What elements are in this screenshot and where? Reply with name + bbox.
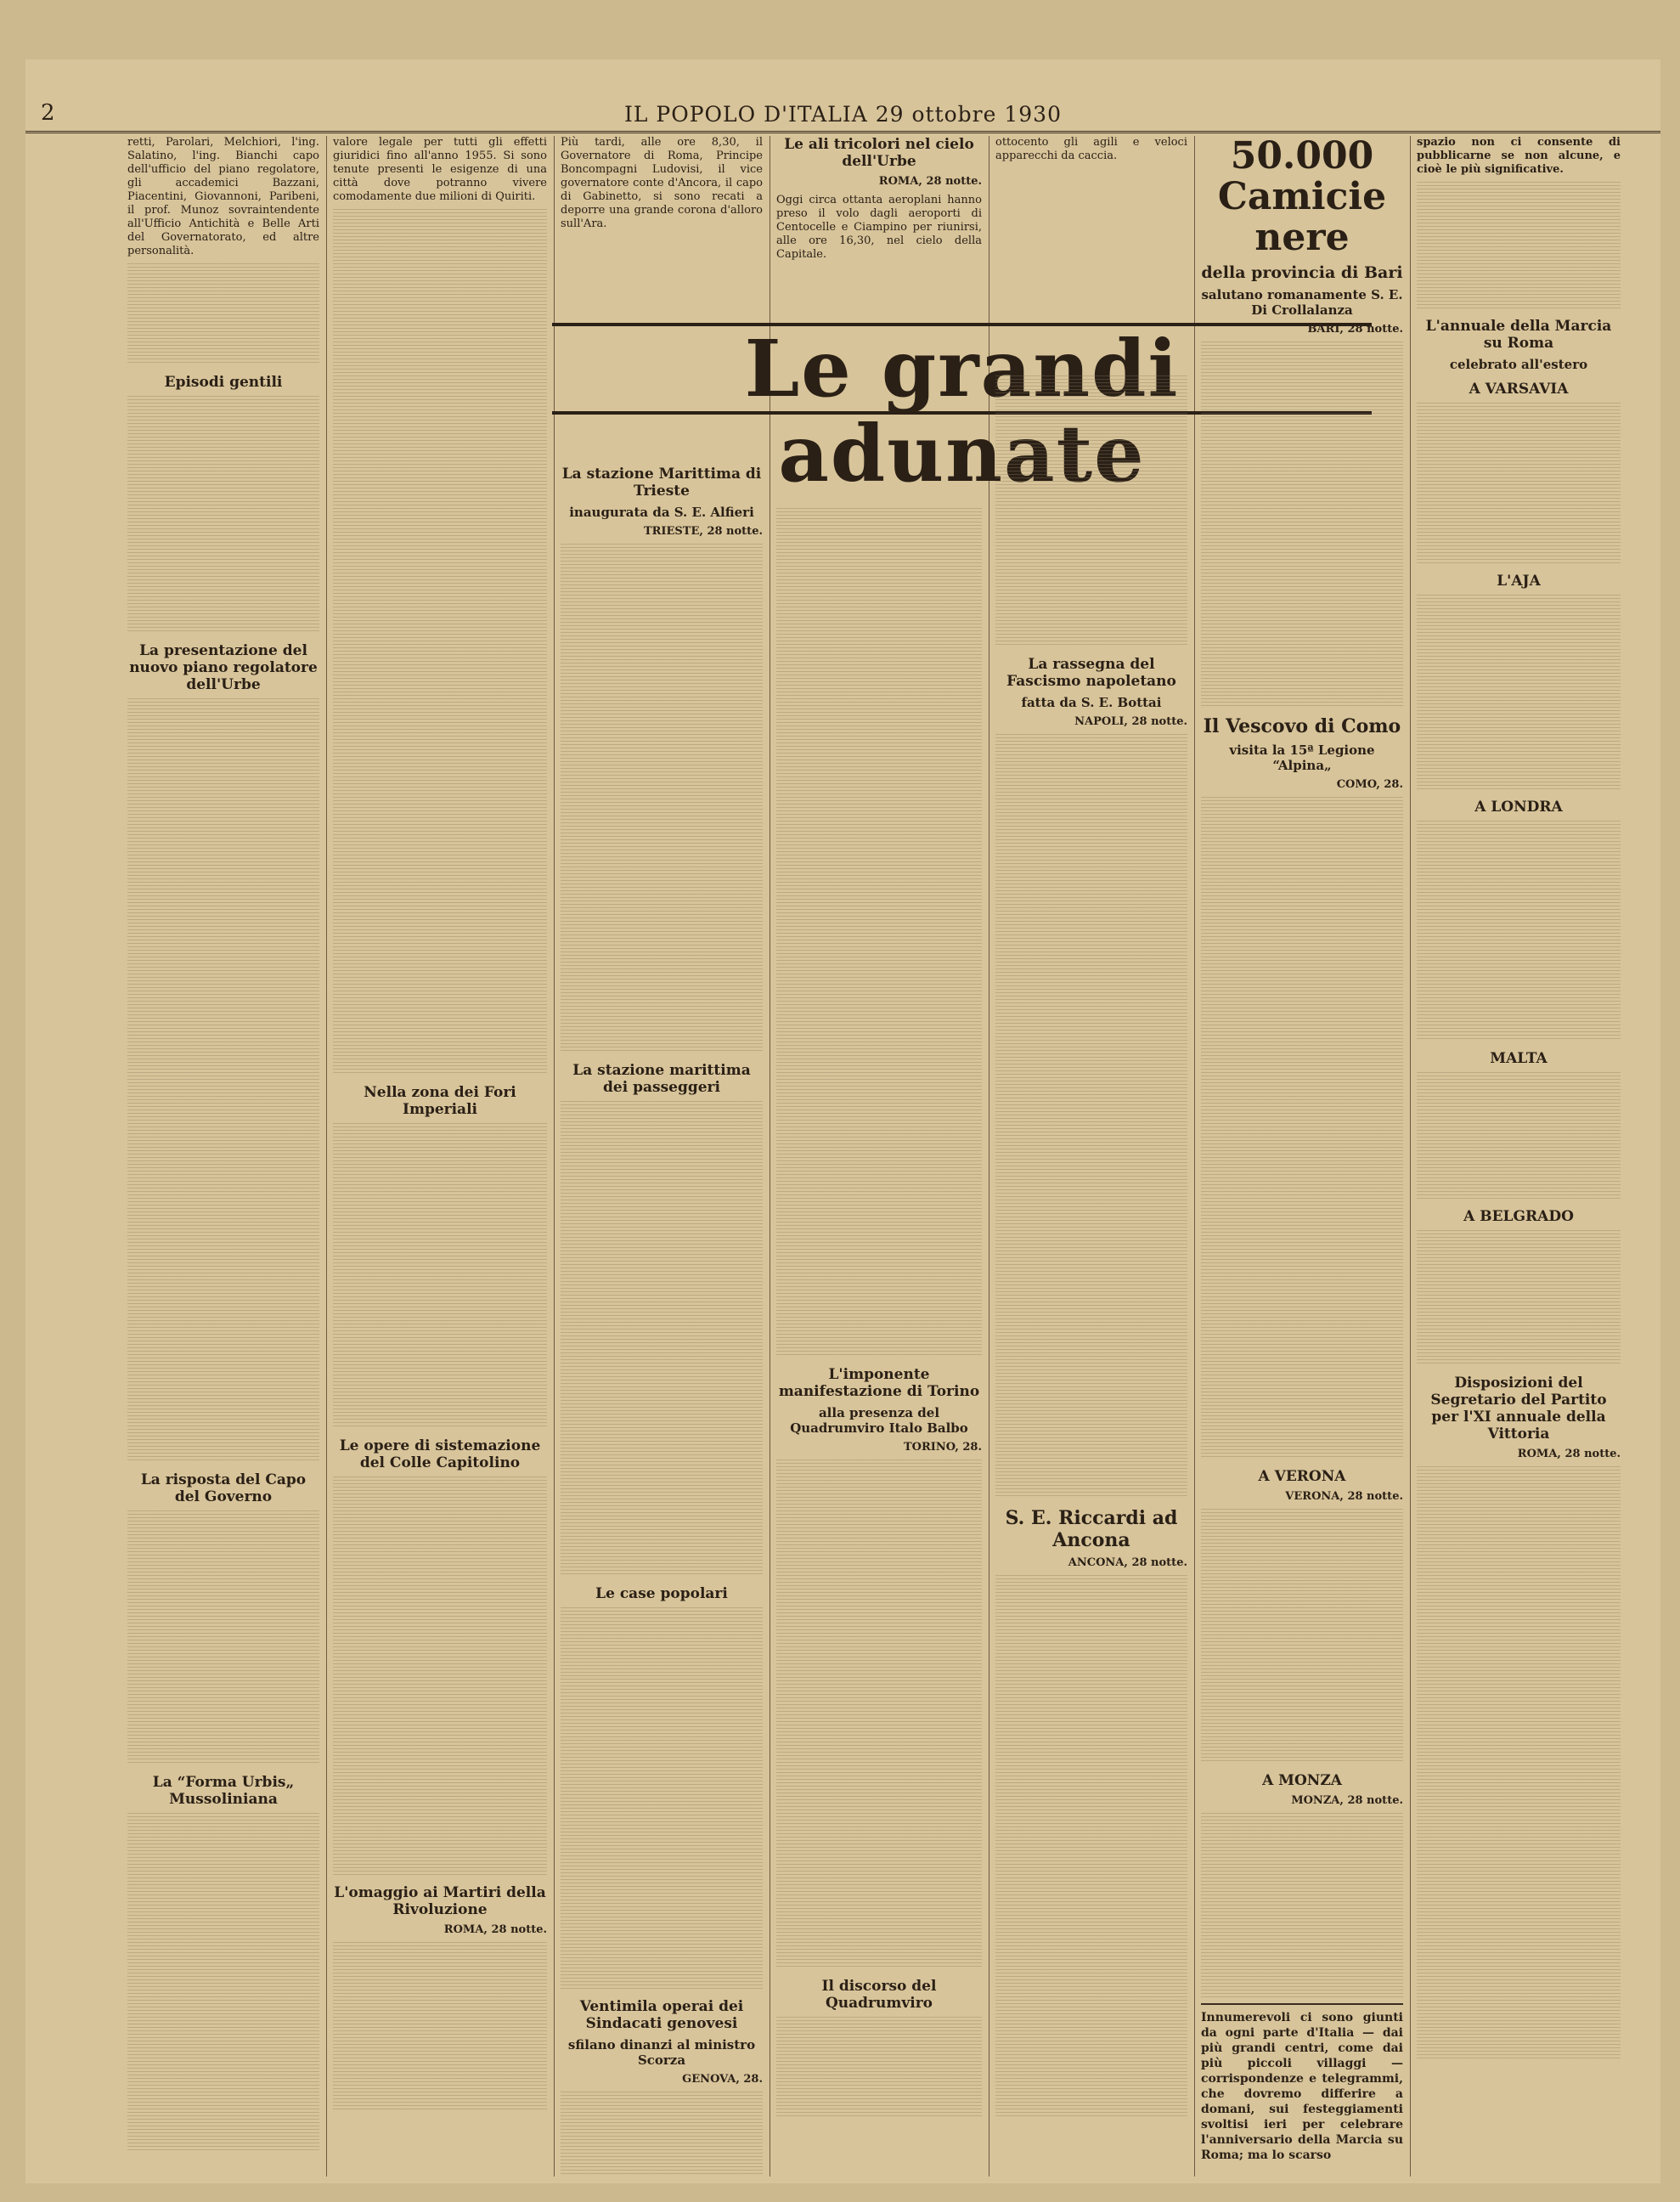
- section-heading: Le opere di sistemazione del Colle Capitolino: [339, 1437, 541, 1471]
- section-subheading: visita la 15ª Legione “Alpina„: [1229, 742, 1375, 773]
- section-heading: S. E. Riccardi ad Ancona: [1005, 1507, 1178, 1551]
- main-headline: Le grandi adunate: [552, 323, 1372, 415]
- column-rule: [326, 136, 327, 2177]
- dateline: NAPOLI, 28 notte.: [1074, 715, 1187, 728]
- section-subheading: salutano romanamente S. E. Di Crollalanza: [1201, 287, 1403, 318]
- dateline: ROMA, 28 notte.: [443, 1923, 547, 1936]
- section-heading: La risposta del Capo del Governo: [140, 1471, 307, 1505]
- section-heading: Ventimila operai dei Sindacati genovesi: [579, 1998, 744, 2032]
- dateline: ROMA, 28 notte.: [1517, 1448, 1621, 1460]
- section-heading: Nella zona dei Fori Imperiali: [364, 1084, 516, 1118]
- column-2: [333, 136, 547, 2177]
- section-subheading: della provincia di Bari: [1201, 263, 1403, 282]
- newspaper-masthead: IL POPOLO D'ITALIA 29 ottobre 1930: [623, 102, 1062, 127]
- article-text: Più tardi, alle ore 8,30, il Governatore di Roma, Principe Boncompagni Ludovisi, il vice governatore conte d'Ancora, il capo di Gabinetto, si sono recati a deporre una grande corona d'alloro sull'Ara.: [561, 136, 763, 230]
- section-heading: Il discorso del Quadrumviro: [821, 1978, 937, 2012]
- page-number: 2: [41, 100, 55, 126]
- section-heading: La “Forma Urbis„ Mussoliniana: [152, 1774, 295, 1808]
- section-heading: Le ali tricolori nel cielo dell'Urbe: [784, 136, 974, 170]
- column-rule: [554, 136, 555, 2177]
- dateline: GENOVA, 28.: [682, 2073, 763, 2086]
- article-text: Oggi circa ottanta aeroplani hanno preso il volo dagli aeroporti di Centocelle e Ciampino per riunirsi, alle ore 16,30, nel cielo della Capitale.: [776, 194, 982, 261]
- section-subheading: inaugurata da S. E. Alfieri: [569, 505, 754, 520]
- section-heading: A BELGRADO: [1463, 1208, 1574, 1225]
- section-heading: A VERONA: [1258, 1468, 1346, 1485]
- section-heading: L'omaggio ai Martiri della Rivoluzione: [334, 1884, 546, 1918]
- section-heading: L'imponente manifestazione di Torino: [778, 1366, 980, 1400]
- article-text: ottocento gli agili e veloci apparecchi da caccia.: [995, 136, 1187, 162]
- column-rule: [1194, 136, 1195, 2177]
- dateline: MONZA, 28 notte.: [1291, 1794, 1403, 1807]
- column-4: [776, 136, 982, 2177]
- section-heading: La stazione Marittima di Trieste: [561, 466, 762, 500]
- section-heading: Il Vescovo di Como: [1203, 715, 1401, 737]
- box-notice: Innumerevoli ci sono giunti da ogni parte d'Italia — dai più grandi centri, come dai più piccoli villaggi — corrispondenze e telegrammi, che dovremo differire a domani, sui festeggiamenti svoltisi ieri per celebrare l'anniversario della Marcia su Roma; ma lo scarso: [1201, 2003, 1403, 2163]
- section-subheading: celebrato all'estero: [1449, 357, 1588, 372]
- dateline: BARI, 28 notte.: [1307, 323, 1403, 336]
- dateline: COMO, 28.: [1336, 778, 1403, 791]
- section-heading: A MONZA: [1262, 1772, 1342, 1789]
- section-heading: La presentazione del nuovo piano regolatore dell'Urbe: [129, 642, 318, 693]
- dateline: TRIESTE, 28 notte.: [643, 525, 763, 538]
- article-text: retti, Parolari, Melchiori, l'ing. Salatino, l'ing. Bianchi capo dell'ufficio del piano regolatore, gli accademici Bazzani, Piacentini, Giovannoni, Paribeni, il prof. Munoz sovraintendente all'Ufficio Antichità e Belle Arti del Governatorato, ed altre personalità.: [127, 136, 319, 257]
- section-heading: A LONDRA: [1474, 799, 1563, 816]
- section-heading: La stazione marittima dei passeggeri: [572, 1062, 751, 1096]
- column-6: [1201, 136, 1403, 2177]
- section-heading: Episodi gentili: [164, 374, 283, 391]
- column-3: [561, 136, 763, 2177]
- section-subheading: fatta da S. E. Bottai: [1021, 695, 1162, 710]
- section-heading: L'AJA: [1497, 573, 1541, 590]
- dateline: VERONA, 28 notte.: [1285, 1490, 1403, 1503]
- dateline: ROMA, 28 notte.: [878, 175, 982, 188]
- section-subheading: sfilano dinanzi al ministro Scorza: [567, 2037, 756, 2068]
- column-1: [127, 136, 319, 2177]
- section-heading: L'annuale della Marcia su Roma: [1425, 318, 1612, 352]
- section-heading: A VARSAVIA: [1469, 381, 1569, 398]
- column-5: [995, 136, 1187, 2177]
- page-header: [25, 100, 1660, 133]
- dateline: ANCONA, 28 notte.: [1068, 1556, 1187, 1569]
- article-text: spazio non ci consente di pubblicarne se non alcune, e cioè le più significative.: [1417, 136, 1621, 176]
- section-heading: Le case popolari: [595, 1585, 728, 1602]
- article-text: valore legale per tutti gli effetti giuridici fino all'anno 1955. Si sono tenute presenti le esigenze di una città dove potranno vivere comodamente due milioni di Quiriti.: [333, 136, 547, 203]
- section-heading: Disposizioni del Segretario del Partito per l'XI annuale della Vittoria: [1430, 1375, 1607, 1443]
- section-heading: 50.000 Camicie nere: [1217, 136, 1387, 259]
- column-rule: [1410, 136, 1411, 2177]
- section-heading: La rassegna del Fascismo napoletano: [1006, 656, 1176, 690]
- column-7: [1417, 136, 1621, 2177]
- dateline: TORINO, 28.: [904, 1441, 982, 1454]
- section-heading: MALTA: [1490, 1050, 1548, 1067]
- section-subheading: alla presenza del Quadrumviro Italo Balbo: [790, 1405, 968, 1436]
